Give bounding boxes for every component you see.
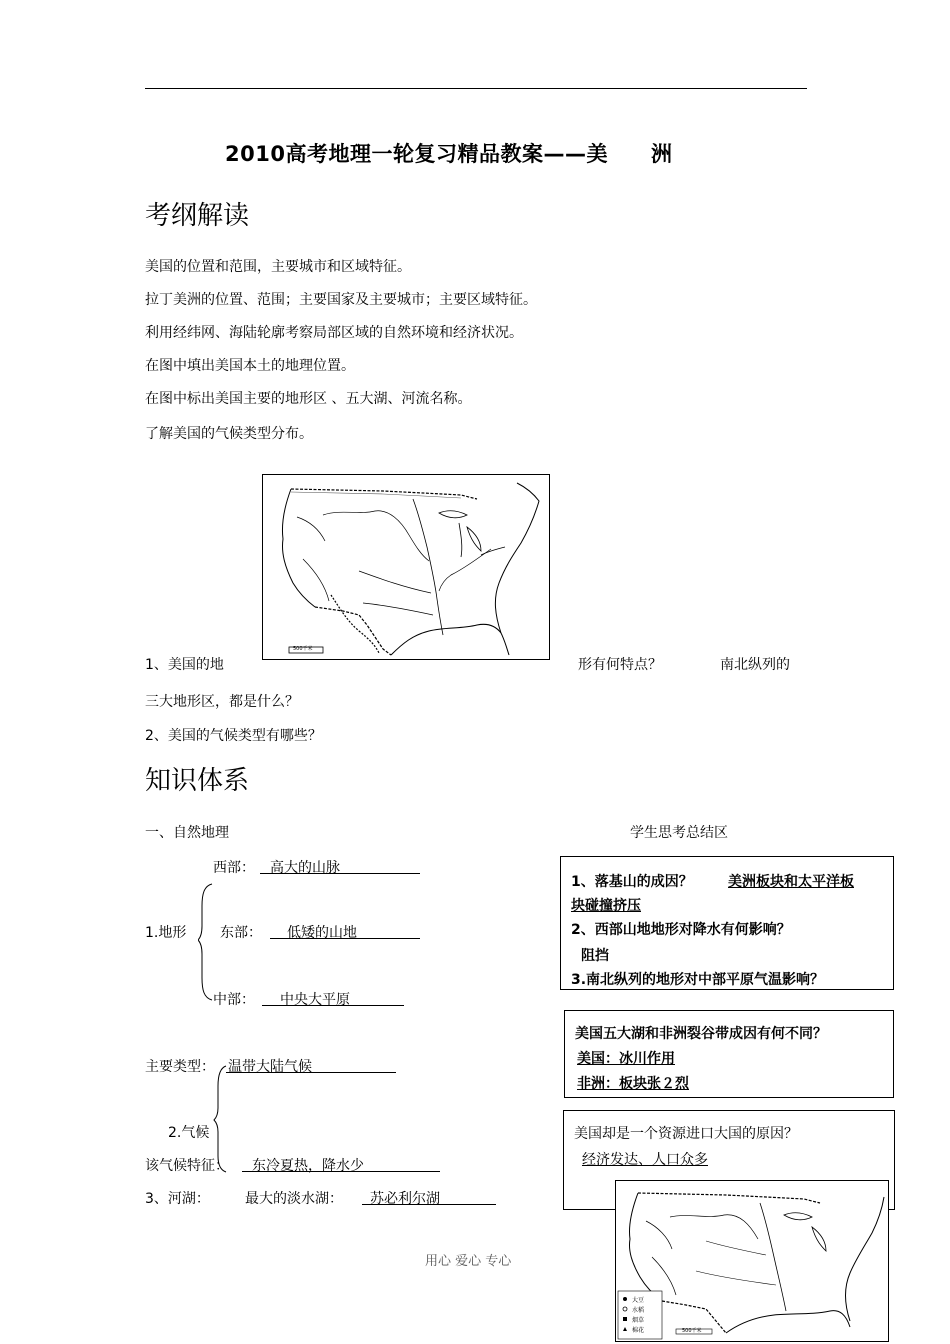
landform-brace [198, 882, 218, 1002]
climate-feature-underline [242, 1171, 440, 1172]
landform-east-underline [270, 938, 420, 939]
largest-lake-label: 最大的淡水湖： [245, 1191, 343, 1207]
student-zone-heading: 学生思考总结区 [630, 825, 728, 841]
largest-lake-value: 苏必利尔湖 [370, 1191, 440, 1207]
landform-west-value: 高大的山脉 [270, 860, 340, 876]
syllabus-item: 利用经纬网、海陆轮廓考察局部区域的自然环境和经济状况。 [145, 325, 523, 341]
box3-answer: 经济发达、人口众多 [582, 1152, 708, 1168]
landform-central-value: 中央大平原 [280, 992, 350, 1008]
landform-label: 1.地形 [145, 925, 187, 941]
agri-map-scale-label: 500千米 [682, 1328, 702, 1334]
map-scale-label: 500千米 [293, 646, 313, 652]
page-footer: 用心 爱心 专心 [425, 1254, 512, 1269]
thinking-box-rockies [560, 856, 894, 990]
box1-answer-1a: 美洲板块和太平洋板 [728, 874, 854, 890]
page-title: 2010高考地理一轮复习精品教案——美 洲 [225, 142, 673, 166]
box2-answer-usa: 美国：冰川作用 [577, 1051, 675, 1067]
landform-east-value: 低矮的山地 [287, 925, 357, 941]
legend-cotton: 棉花 [632, 1327, 645, 1334]
box1-answer-1b: 块碰撞挤压 [571, 898, 641, 914]
top-rule [145, 88, 807, 89]
box1-question-1: 1、落基山的成因？ [571, 874, 693, 890]
agri-map-drawing [616, 1181, 888, 1341]
box1-answer-2: 阻挡 [581, 948, 609, 964]
syllabus-item: 了解美国的气候类型分布。 [145, 426, 313, 442]
section-heading-knowledge: 知识体系 [145, 766, 250, 796]
landform-west-label: 西部： [213, 860, 255, 876]
syllabus-item: 在图中填出美国本土的地理位置。 [145, 358, 355, 374]
legend-rice: 水稻 [632, 1307, 645, 1314]
question-1-continued: 三大地形区，都是什么？ [145, 694, 299, 710]
climate-feature-label: 该气候特征： [145, 1158, 229, 1174]
question-1-part-c: 南北纵列的 [720, 657, 790, 673]
natural-geography-heading: 一、自然地理 [145, 825, 229, 841]
climate-main-type-underline [226, 1072, 396, 1073]
question-1-part-b: 形有何特点？ [578, 657, 662, 673]
box2-question: 美国五大湖和非洲裂谷带成因有何不同？ [575, 1026, 827, 1042]
usa-map-drawing [263, 475, 549, 659]
section-heading-syllabus: 考纲解读 [145, 201, 250, 231]
landform-west-underline [260, 873, 420, 874]
landform-central-label: 中部： [213, 992, 255, 1008]
syllabus-item: 美国的位置和范围，主要城市和区域特征。 [145, 259, 411, 275]
largest-lake-underline [362, 1204, 496, 1205]
question-1-part-a: 1、美国的地 [145, 657, 224, 673]
box1-question-2: 2、西部山地地形对降水有何影响？ [571, 922, 791, 938]
syllabus-item: 在图中标出美国主要的地形区 、五大湖、河流名称。 [145, 391, 472, 407]
climate-feature-value: 东冷夏热，降水少 [252, 1158, 364, 1174]
question-2: 2、美国的气候类型有哪些？ [145, 728, 322, 744]
legend-tobacco: 烟草 [632, 1317, 645, 1324]
thinking-box-lakes [564, 1010, 894, 1098]
usa-outline-map [262, 474, 550, 660]
box2-answer-africa: 非洲：板块张２烈 [577, 1076, 689, 1092]
rivers-lakes-label: 3、河湖： [145, 1191, 210, 1207]
climate-main-type-label: 主要类型： [145, 1059, 215, 1075]
legend-soybean: 大豆 [632, 1297, 645, 1304]
climate-label: 2.气候 [168, 1125, 210, 1141]
syllabus-item: 拉丁美洲的位置、范围；主要国家及主要城市；主要区域特征。 [145, 292, 537, 308]
box1-question-3: 3.南北纵列的地形对中部平原气温影响？ [571, 972, 825, 988]
usa-agriculture-map [615, 1180, 889, 1342]
landform-central-underline [262, 1005, 404, 1006]
landform-east-label: 东部： [220, 925, 262, 941]
box3-question: 美国却是一个资源进口大国的原因？ [574, 1126, 798, 1142]
climate-main-type-value: 温带大陆气候 [228, 1059, 312, 1075]
